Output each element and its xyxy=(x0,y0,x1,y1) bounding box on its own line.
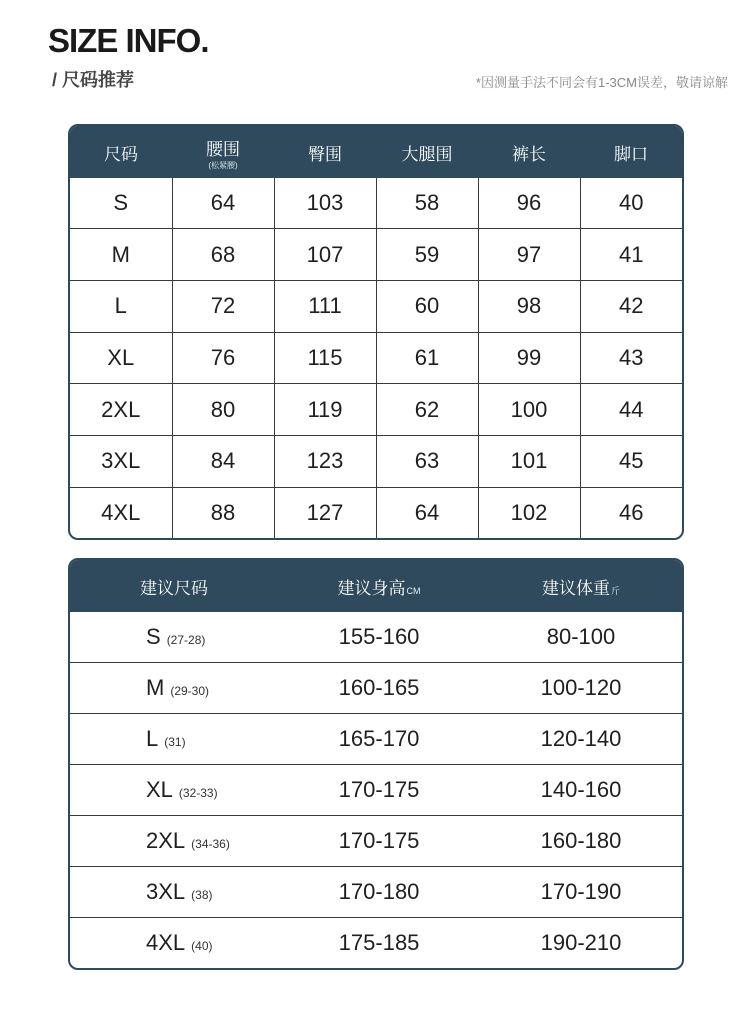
table-cell: 80 xyxy=(172,384,274,436)
column-header-label: 脚口 xyxy=(614,144,648,164)
weight-cell: 190-210 xyxy=(480,918,682,968)
table-cell: 63 xyxy=(376,435,478,487)
recommendation-card xyxy=(68,558,684,970)
height-cell: 170-180 xyxy=(278,867,480,918)
table-row xyxy=(70,229,682,281)
column-header-label: 大腿围 xyxy=(401,144,453,164)
table-row xyxy=(70,764,682,815)
weight-cell: 170-190 xyxy=(480,867,682,918)
weight-cell: 120-140 xyxy=(480,713,682,764)
table-row xyxy=(70,918,682,968)
table-row xyxy=(70,713,682,764)
table-cell: 4XL xyxy=(70,487,172,538)
size-cell xyxy=(70,713,278,764)
waist-range: (40) xyxy=(191,939,213,954)
size-chart-body xyxy=(70,178,682,538)
table-row xyxy=(70,178,682,229)
column-header-label: 裤长 xyxy=(512,144,546,164)
height-cell: 175-185 xyxy=(278,918,480,968)
table-cell: 96 xyxy=(478,178,580,229)
waist-range: (27-28) xyxy=(166,632,206,647)
waist-range: (32-33) xyxy=(178,785,218,800)
size-cell xyxy=(70,764,278,815)
column-header-label: 尺码 xyxy=(104,144,138,164)
table-row xyxy=(70,867,682,918)
column-header-unit: CM xyxy=(406,585,421,596)
table-cell: 60 xyxy=(376,280,478,332)
table-cell: 102 xyxy=(478,487,580,538)
size-label: XL xyxy=(146,776,173,802)
table-cell: 72 xyxy=(172,280,274,332)
table-row xyxy=(70,280,682,332)
recommendation-body xyxy=(70,612,682,968)
size-label: M xyxy=(146,674,165,700)
table-cell: 45 xyxy=(580,435,682,487)
size-cell xyxy=(70,918,278,968)
table-cell: 84 xyxy=(172,435,274,487)
size-label: 4XL xyxy=(146,930,186,956)
column-header-label: 建议尺码 xyxy=(140,578,209,598)
table-cell: 68 xyxy=(172,229,274,281)
column-header-hem xyxy=(580,126,682,178)
size-cell xyxy=(70,816,278,867)
table-cell: 61 xyxy=(376,332,478,384)
table-cell: 123 xyxy=(274,435,376,487)
table-row xyxy=(70,384,682,436)
table-cell: 107 xyxy=(274,229,376,281)
size-label: L xyxy=(146,725,159,751)
table-cell: 76 xyxy=(172,332,274,384)
table-cell: 59 xyxy=(376,229,478,281)
table-cell: 101 xyxy=(478,435,580,487)
size-label: S xyxy=(146,623,161,649)
column-header-size xyxy=(70,126,172,178)
table-cell: 99 xyxy=(478,332,580,384)
table-cell: 46 xyxy=(580,487,682,538)
column-header-suggested-weight xyxy=(480,560,682,612)
column-header-suggested-height xyxy=(278,560,480,612)
size-chart-header xyxy=(70,126,682,178)
size-label: 3XL xyxy=(146,879,186,905)
table-cell: 98 xyxy=(478,280,580,332)
page-title: SIZE INFO. xyxy=(48,22,209,59)
table-cell: L xyxy=(70,280,172,332)
table-cell: 42 xyxy=(580,280,682,332)
table-row xyxy=(70,662,682,713)
table-cell: 2XL xyxy=(70,384,172,436)
table-row xyxy=(70,816,682,867)
column-header-label: 臀围 xyxy=(308,144,342,164)
table-cell: 58 xyxy=(376,178,478,229)
weight-cell: 80-100 xyxy=(546,623,616,649)
waist-range: (29-30) xyxy=(170,683,210,698)
table-cell: 44 xyxy=(580,384,682,436)
table-cell: XL xyxy=(70,332,172,384)
column-header-hip xyxy=(274,126,376,178)
column-header-unit: 斤 xyxy=(611,585,621,596)
height-cell: 155-160 xyxy=(338,623,420,649)
column-header-label: 建议体重 xyxy=(542,578,610,598)
table-row xyxy=(70,435,682,487)
waist-range: (31) xyxy=(164,734,186,749)
height-cell: 165-170 xyxy=(278,713,480,764)
size-cell xyxy=(70,662,278,713)
table-cell: S xyxy=(113,190,129,216)
recommendation-header xyxy=(70,560,682,612)
table-row xyxy=(70,487,682,538)
height-cell: 170-175 xyxy=(278,764,480,815)
column-header-sublabel: (松紧腰) xyxy=(208,160,238,170)
weight-cell: 100-120 xyxy=(480,662,682,713)
table-cell: 119 xyxy=(274,384,376,436)
column-header-length xyxy=(478,126,580,178)
table-cell: 103 xyxy=(274,178,376,229)
table-cell: 100 xyxy=(478,384,580,436)
height-cell: 170-175 xyxy=(278,816,480,867)
table-row xyxy=(70,332,682,384)
table-cell: 40 xyxy=(580,178,682,229)
table-cell: 3XL xyxy=(70,435,172,487)
table-cell: 111 xyxy=(274,280,376,332)
weight-cell: 160-180 xyxy=(480,816,682,867)
table-row xyxy=(70,612,682,662)
table-cell: 97 xyxy=(478,229,580,281)
size-chart-table xyxy=(70,126,682,538)
column-header-thigh xyxy=(376,126,478,178)
table-cell: 64 xyxy=(376,487,478,538)
table-cell: 115 xyxy=(274,332,376,384)
page-subtitle: / 尺码推荐 xyxy=(52,70,135,90)
column-header-suggested-size xyxy=(70,560,278,612)
table-cell: 88 xyxy=(172,487,274,538)
table-cell: 127 xyxy=(274,487,376,538)
measurement-note: *因测量手法不同会有1-3CM误差，敬请谅解 xyxy=(475,75,728,90)
size-cell xyxy=(70,612,278,662)
column-header-label: 建议身高 xyxy=(337,578,406,598)
column-header-waist xyxy=(172,126,274,178)
size-label: 2XL xyxy=(146,828,186,854)
waist-range: (34-36) xyxy=(191,837,230,852)
table-cell: 41 xyxy=(580,229,682,281)
weight-cell: 140-160 xyxy=(480,764,682,815)
size-cell xyxy=(70,867,278,918)
table-cell: M xyxy=(70,229,172,281)
waist-range: (38) xyxy=(191,888,213,903)
recommendation-table xyxy=(70,560,682,968)
table-cell: 62 xyxy=(376,384,478,436)
height-cell: 160-165 xyxy=(278,662,480,713)
table-cell: 43 xyxy=(580,332,682,384)
table-cell: 64 xyxy=(172,178,274,229)
column-header-label: 腰围 xyxy=(206,139,240,159)
size-chart-card xyxy=(68,124,684,540)
